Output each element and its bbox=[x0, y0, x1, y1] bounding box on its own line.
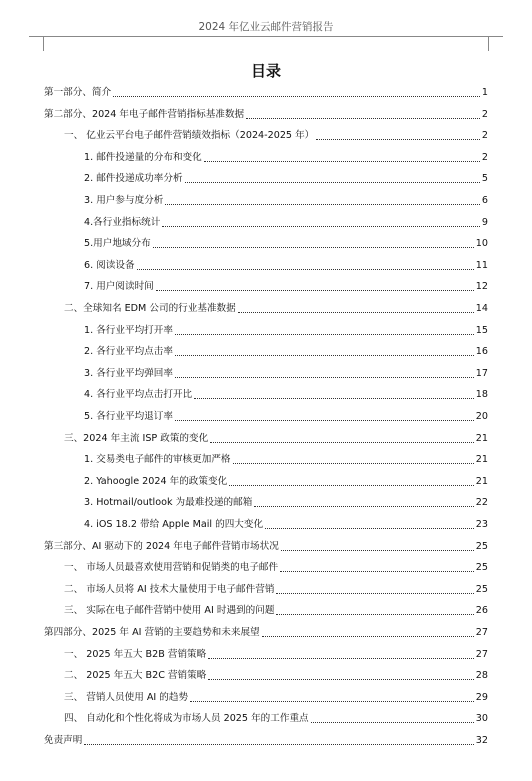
toc-entry-page: 26 bbox=[475, 605, 488, 617]
dot-leader bbox=[233, 462, 474, 464]
dot-leader bbox=[194, 397, 474, 399]
toc-entry-page: 21 bbox=[475, 432, 488, 444]
dot-leader bbox=[175, 333, 474, 335]
toc-entry-text: 1. 邮件投递量的分布和变化 bbox=[84, 151, 202, 163]
toc-entry[interactable] bbox=[64, 691, 488, 705]
toc-entry-page: 21 bbox=[475, 454, 488, 466]
dot-leader bbox=[113, 95, 480, 97]
dot-leader bbox=[265, 527, 474, 529]
toc-entry-page: 28 bbox=[475, 670, 488, 682]
dot-leader bbox=[185, 181, 480, 183]
toc-entry-text: 7. 用户阅读时间 bbox=[84, 281, 154, 293]
toc-entry[interactable] bbox=[44, 626, 488, 640]
dot-leader bbox=[246, 117, 480, 119]
dot-leader bbox=[276, 592, 473, 594]
toc-entry-text: 一、 2025 年五大 B2B 营销策略 bbox=[64, 648, 207, 660]
toc-entry-text: 第四部分、2025 年 AI 营销的主要趋势和未来展望 bbox=[44, 627, 260, 638]
toc-entry-text: 一、 市场人员最喜欢使用营销和促销类的电子邮件 bbox=[64, 562, 279, 574]
dot-leader bbox=[229, 484, 474, 486]
toc-entry-page: 2 bbox=[481, 108, 488, 120]
dot-leader bbox=[208, 678, 473, 680]
toc-entry-page: 27 bbox=[475, 648, 488, 660]
page-header bbox=[0, 0, 532, 40]
dot-leader bbox=[137, 268, 474, 270]
toc-entry[interactable] bbox=[64, 669, 488, 683]
toc-entry-page: 2 bbox=[481, 130, 488, 142]
toc-entry-text: 四、 自动化和个性化将成为市场人员 2025 年的工作重点 bbox=[64, 713, 309, 725]
dot-leader bbox=[210, 441, 474, 443]
header-title: 2024 年亿业云邮件营销报告 bbox=[198, 21, 334, 33]
dot-leader bbox=[175, 376, 474, 378]
toc-entry-text: 二、 市场人员将 AI 技术大量使用于电子邮件营销 bbox=[64, 583, 275, 595]
toc-entry[interactable] bbox=[84, 259, 488, 273]
dot-leader bbox=[208, 657, 474, 659]
toc-entry-page: 23 bbox=[475, 519, 488, 530]
toc-entry-page: 17 bbox=[475, 367, 488, 379]
dot-leader bbox=[281, 549, 474, 551]
toc-entry-page: 10 bbox=[475, 238, 488, 250]
toc-entry-page: 9 bbox=[481, 216, 488, 228]
toc-entry[interactable] bbox=[44, 108, 488, 122]
dot-leader bbox=[280, 570, 474, 572]
toc-entry-text: 2. 邮件投递成功率分析 bbox=[84, 173, 183, 185]
toc-entry-page: 2 bbox=[481, 151, 488, 163]
toc-entry-text: 5.用户地域分布 bbox=[84, 238, 151, 250]
toc-entry-text: 第二部分、2024 年电子邮件营销指标基准数据 bbox=[44, 108, 245, 120]
toc-entry-text: 第三部分、AI 驱动下的 2024 年电子邮件营销市场状况 bbox=[44, 540, 279, 552]
toc-entry-text: 2. Yahoogle 2024 年的政策变化 bbox=[84, 475, 228, 487]
toc-entry[interactable] bbox=[84, 475, 488, 489]
toc-entry-text: 4.各行业指标统计 bbox=[84, 216, 161, 228]
dot-leader bbox=[311, 721, 474, 723]
toc-entry-page: 14 bbox=[475, 303, 488, 314]
toc-entry[interactable] bbox=[64, 432, 488, 446]
dot-leader bbox=[238, 311, 474, 313]
toc-entry[interactable] bbox=[84, 453, 488, 467]
toc-entry-text: 三、 营销人员使用 AI 的趋势 bbox=[64, 691, 189, 703]
dot-leader bbox=[165, 203, 480, 205]
toc-entry-text: 免责声明 bbox=[44, 735, 83, 746]
toc-entry-page: 29 bbox=[475, 691, 488, 703]
toc-entry[interactable] bbox=[84, 237, 488, 251]
toc-entry[interactable] bbox=[84, 496, 488, 510]
toc-entry-text: 4. 各行业平均点击打开比 bbox=[84, 389, 193, 401]
dot-leader bbox=[276, 613, 473, 615]
toc-entry[interactable] bbox=[84, 151, 488, 165]
toc-entry-page: 30 bbox=[475, 713, 488, 725]
dot-leader bbox=[254, 505, 473, 507]
dot-leader bbox=[156, 289, 474, 291]
toc-entry[interactable] bbox=[44, 86, 488, 100]
toc-entry-page: 15 bbox=[475, 324, 488, 336]
toc-entry-page: 18 bbox=[475, 389, 488, 401]
toc-entry-page: 5 bbox=[481, 173, 488, 185]
toc-entry[interactable] bbox=[64, 129, 488, 143]
toc-entry-page: 12 bbox=[475, 281, 488, 293]
toc-entry-text: 3. Hotmail/outlook 为最难投递的邮箱 bbox=[84, 497, 253, 509]
toc-entry-page: 1 bbox=[481, 87, 488, 98]
toc-entry-page: 27 bbox=[475, 627, 488, 638]
header-corner-right bbox=[488, 36, 503, 51]
toc-entry-text: 4. iOS 18.2 带给 Apple Mail 的四大变化 bbox=[84, 519, 264, 530]
toc-entry[interactable] bbox=[64, 583, 488, 597]
toc-entry-text: 2. 各行业平均点击率 bbox=[84, 346, 173, 358]
toc-entry-text: 1. 交易类电子邮件的审核更加严格 bbox=[84, 454, 231, 466]
toc-entry-text: 第一部分、简介 bbox=[44, 87, 112, 98]
toc-entry-text: 二、全球知名 EDM 公司的行业基准数据 bbox=[64, 303, 236, 314]
toc-entry-page: 16 bbox=[475, 346, 488, 358]
toc-entry-page: 32 bbox=[475, 735, 488, 746]
toc-entry-text: 3. 用户参与度分析 bbox=[84, 195, 164, 206]
dot-leader bbox=[190, 700, 474, 702]
dot-leader bbox=[153, 246, 474, 248]
toc-entry[interactable] bbox=[84, 345, 488, 359]
toc-entry-page: 25 bbox=[475, 562, 488, 574]
toc-entry-page: 20 bbox=[475, 411, 488, 422]
toc-entry[interactable] bbox=[84, 194, 488, 208]
toc-entry[interactable] bbox=[84, 518, 488, 532]
toc-entry-page: 25 bbox=[475, 583, 488, 595]
toc-entry[interactable] bbox=[44, 540, 488, 554]
toc-entry-page: 6 bbox=[481, 195, 488, 206]
toc-entry-text: 1. 各行业平均打开率 bbox=[84, 324, 173, 336]
toc-entry[interactable] bbox=[84, 216, 488, 230]
toc-title: 目录 bbox=[250, 62, 281, 80]
toc-entry[interactable] bbox=[84, 367, 488, 381]
toc-entry[interactable] bbox=[64, 561, 488, 575]
toc-entry[interactable] bbox=[44, 734, 488, 748]
toc-entry-text: 5. 各行业平均退订率 bbox=[84, 411, 173, 422]
toc-entry-text: 三、 实际在电子邮件营销中使用 AI 时遇到的问题 bbox=[64, 605, 275, 617]
dot-leader bbox=[204, 160, 480, 162]
toc-entry[interactable] bbox=[84, 172, 488, 186]
toc-entry-text: 二、 2025 年五大 B2C 营销策略 bbox=[64, 670, 207, 682]
header-rule bbox=[43, 36, 489, 37]
toc-entry-text: 3. 各行业平均弹回率 bbox=[84, 367, 173, 379]
toc-entry[interactable] bbox=[84, 410, 488, 424]
dot-leader bbox=[175, 419, 474, 421]
toc-entry[interactable] bbox=[64, 648, 488, 662]
dot-leader bbox=[162, 225, 480, 227]
toc-entry-page: 11 bbox=[475, 259, 488, 271]
dot-leader bbox=[84, 743, 473, 745]
dot-leader bbox=[175, 354, 474, 356]
toc-entry[interactable] bbox=[84, 388, 488, 402]
header-corner-left bbox=[29, 36, 44, 51]
toc-entry-page: 22 bbox=[475, 497, 488, 509]
toc-entry[interactable] bbox=[84, 324, 488, 338]
toc-entry-page: 25 bbox=[475, 540, 488, 552]
toc-entry[interactable] bbox=[64, 302, 488, 316]
toc-entry[interactable] bbox=[64, 712, 488, 726]
toc-entry-text: 6. 阅读设备 bbox=[84, 259, 135, 271]
toc-entry-text: 一、 亿业云平台电子邮件营销绩效指标（2024-2025 年） bbox=[64, 130, 315, 142]
toc-entry-text: 三、2024 年主流 ISP 政策的变化 bbox=[64, 432, 209, 444]
toc-entry[interactable] bbox=[64, 604, 488, 618]
toc-entry[interactable] bbox=[84, 280, 488, 294]
toc-entry-page: 21 bbox=[475, 475, 488, 487]
dot-leader bbox=[316, 138, 480, 140]
dot-leader bbox=[262, 635, 474, 637]
